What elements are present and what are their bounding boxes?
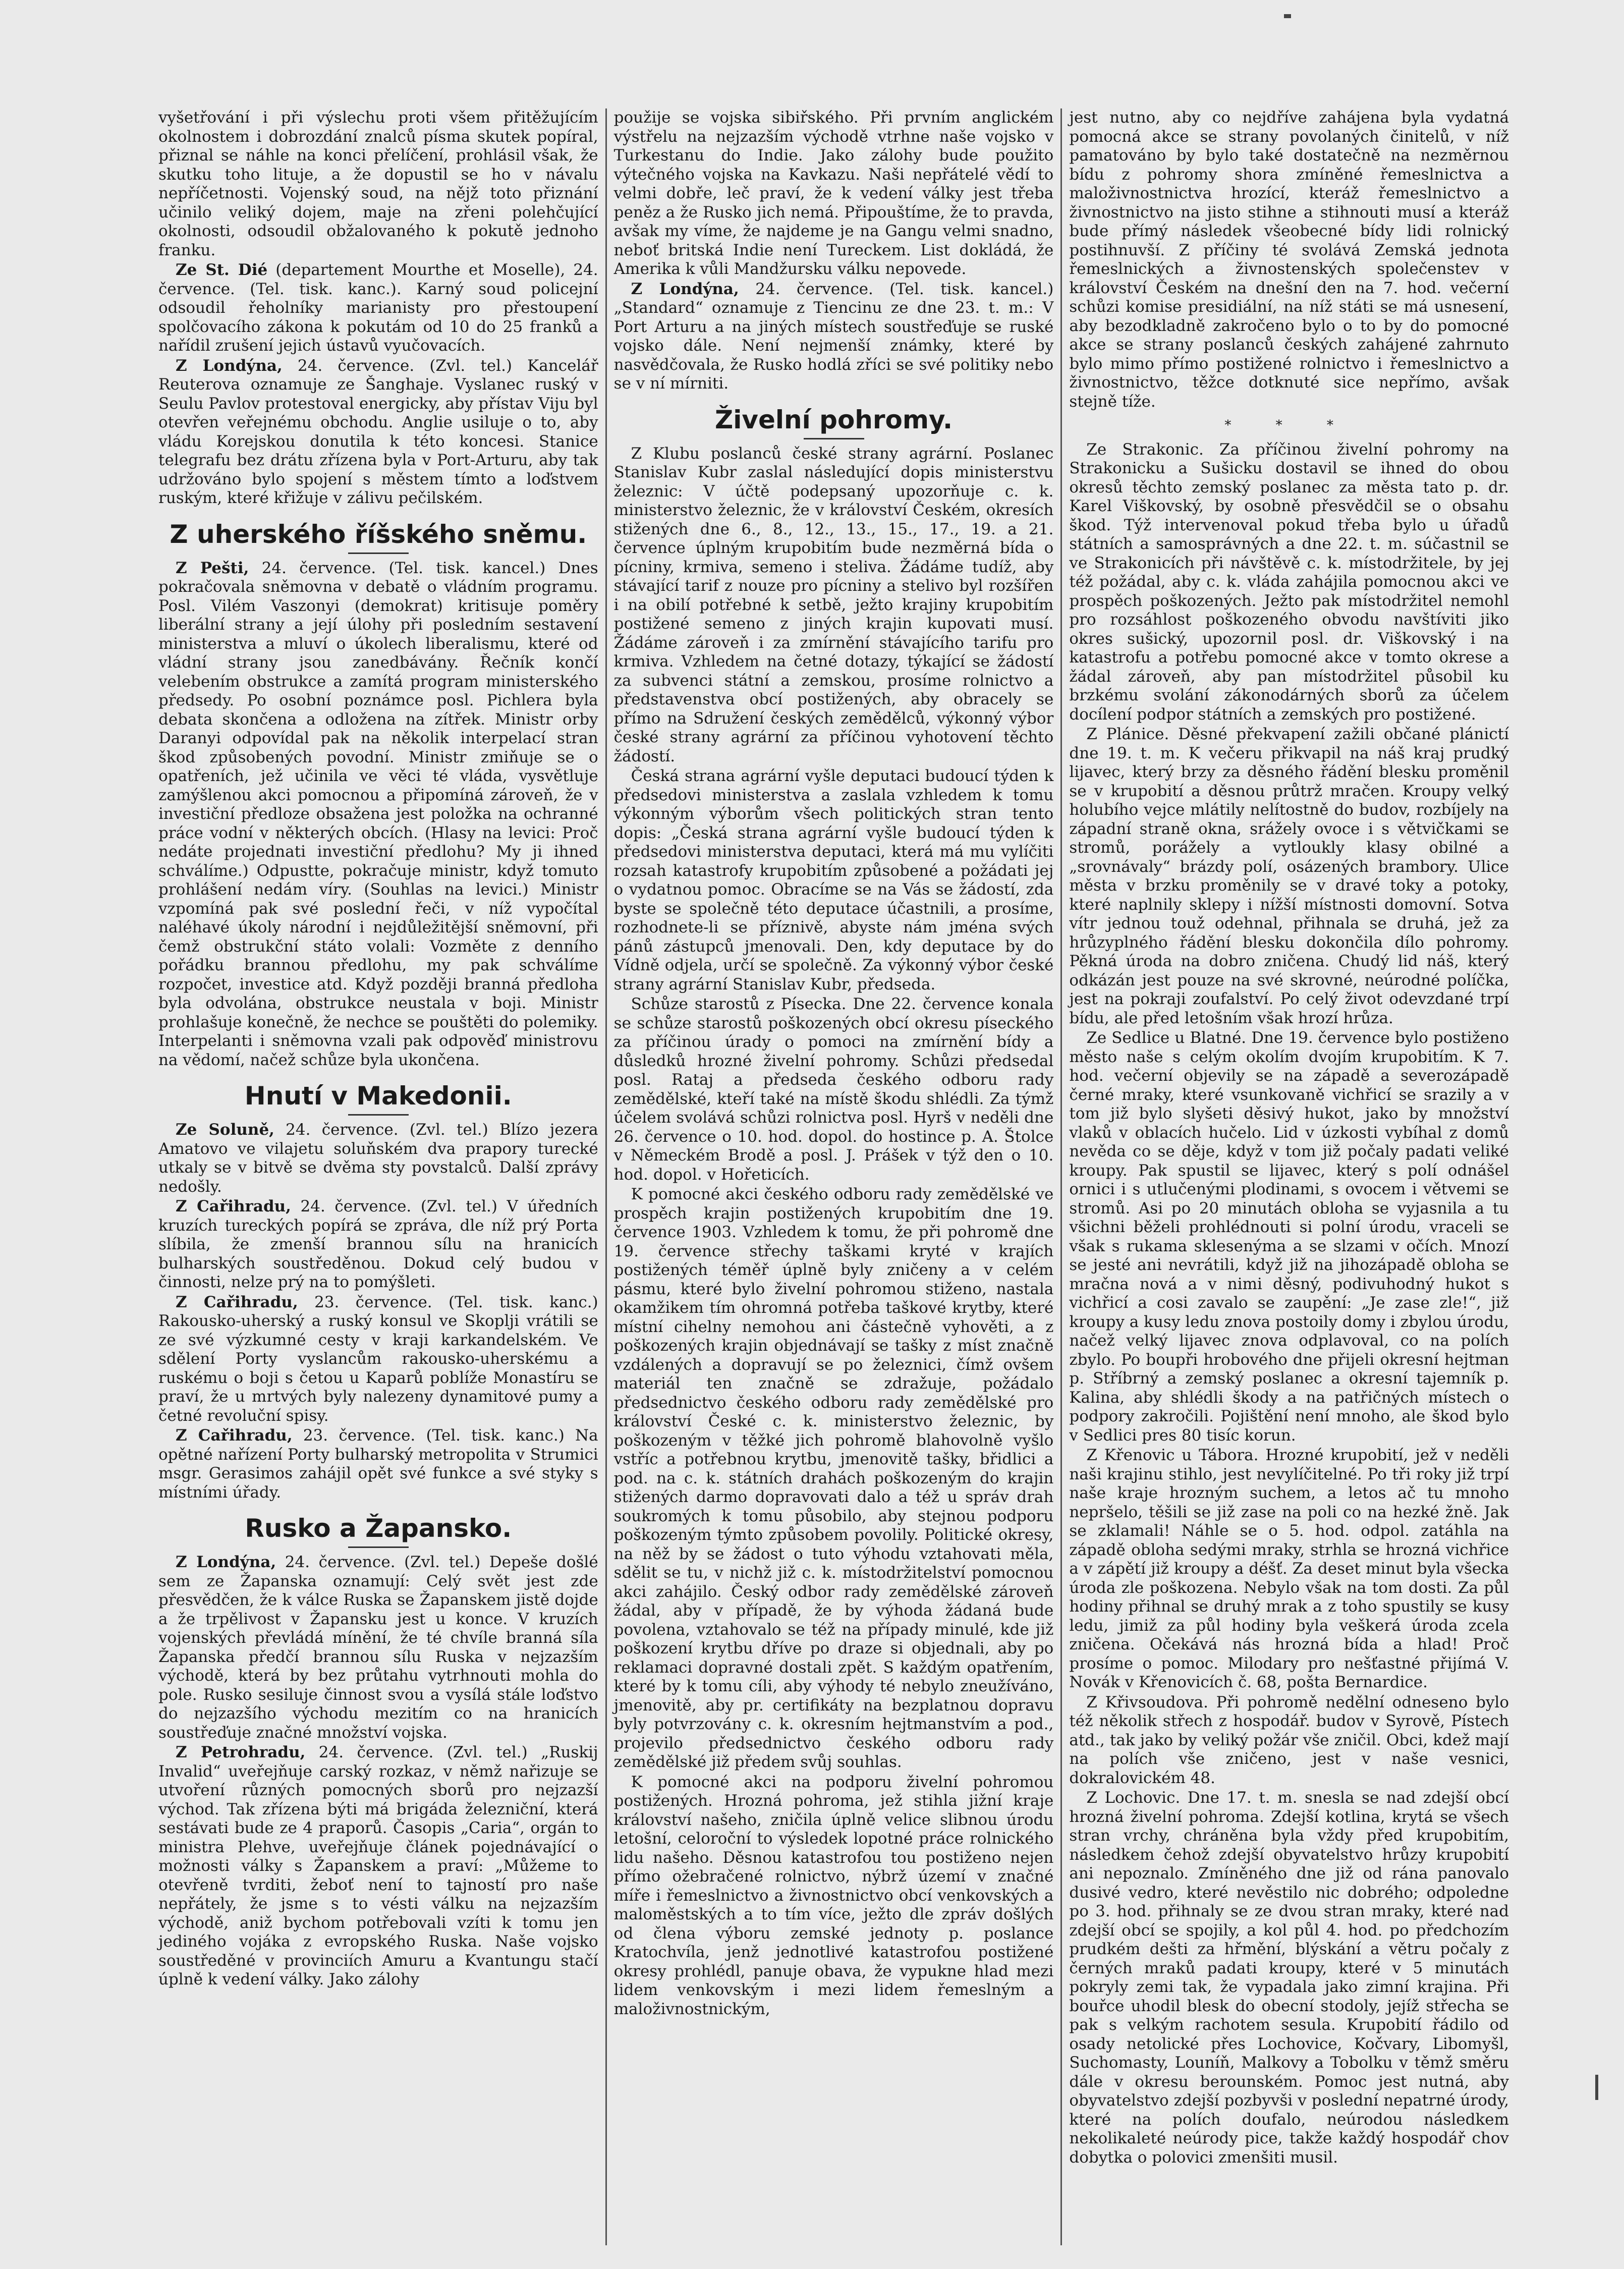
dateline: Z Cařihradu, bbox=[176, 1293, 298, 1311]
dateline: Ze St. Dié bbox=[176, 261, 268, 279]
paragraph-text: Ze Strakonic. Za příčinou živelní pohromy na Strakonicku a Sušicku dostavil se ihned do obou okresů těchto zemský poslanec za města tato p. dr. Karel Viškovský, by osobně přesvědčil se o obsahu škod. Týž intervenoval pokud třeba bylo u úřadů státních a samosprávných a dne 22. t. m. súčastnil se ve Strakonicích při návštěvě c. k. místodržitele, by jej též požádal, aby c. k. vláda zahájila pomocnou akci ve prospěch poškozených. Ježto pak místodržitel nemohl pro rozsáhlost poškozeného obvodu navštíviti jiko okres sušický, upozornil posl. dr. Viškovský i na katastrofu a potřebu pomocné akce v tomto okrese a žádal zároveň, aby pan místodržitel působil ku brzkému svolání zákonodárných sborů za účelem docílení podpor státních a zemských pro postižené. bbox=[1069, 440, 1509, 724]
newspaper-page bbox=[151, 108, 1516, 2245]
article-paragraph bbox=[158, 357, 598, 508]
article-paragraph bbox=[158, 1293, 598, 1426]
scan-speck bbox=[1284, 14, 1291, 18]
paragraph-text: 24. července. (Zvl. tel.) „Ruskij Invalid“ uveřejňuje carský rozkaz, v němž nařizuje se utvoření různých pomocných sborů pro nejzazší východ. Tak zřízena býti má brigáda železniční, která sestávati bude ze 4 praporů. Časopis „Caria“, orgán to ministra Plehve, uveřejňuje článek pojednávající o možnosti války s Žapanskem a praví: „Můžeme to otevřeně tvrditi, žeboť není to tajností pro naše nepřátely, že jsme s to vésti válku na nejzazším východě, aniž bychom potřebovali vzíti k tomu jen jediného vojáka z evropského Ruska. Naše vojsko soustředěné v provinciích Amuru a Kvantungu stačí úplně k vedení války. Jako zálohy bbox=[158, 1743, 598, 1988]
article-paragraph bbox=[614, 767, 1054, 994]
dateline: Z Cařihradu, bbox=[176, 1426, 293, 1445]
paragraph-text: Z Křenovic u Tábora. Hrozné krupobití, jež v neděli naši krajinu stihlo, jest nevylíčitelné. Po tři roky již trpí naše kraje hrozným suchem, a letos ač tu mnoho nepršelo, těšili se již zase na poli co na hezké žně. Jak se zklamali! Náhle se o 5. hod. odpol. zatáhla na západě obloha sedými mraky, strhla se hrozná vichřice a v zápětí již kroupy a déšť. Za deset minut byla všecka úroda zle poškozena. Nebylo však na tom dosti. Za půl hodiny přihnal se druhý mrak a z toho spustily se kusy ledu, jimiž za půl hodiny byla veškerá úroda zcela zničena. Očekává nás hrozná bída a hlad! Proč prosíme o pomoc. Milodary pro nešťastné přijímá V. Novák v Křenovicích č. 68, pošta Bernardice. bbox=[1069, 1446, 1509, 1691]
article-paragraph bbox=[1069, 1789, 1509, 2167]
article-paragraph bbox=[614, 1773, 1054, 2019]
dateline: Ze Soluně, bbox=[176, 1121, 274, 1139]
column-middle bbox=[605, 108, 1061, 2245]
article-paragraph bbox=[1069, 108, 1509, 411]
article-paragraph bbox=[1069, 1446, 1509, 1692]
paragraph-text: K pomocné akci na podporu živelní pohromou postižených. Hrozná pohroma, jež stihla jižní kraje království našeho, zničila úplně velice slibnou úrodu letošní, celoroční to výsledek lopotné práce rolnického lidu našeho. Děsnou katastrofou tou postiženo nejen přímo ožebračené rolnictvo, nýbrž území v značné míře i řemeslnictvo a živnostnictvo obcí venkovských a maloměstských a to tím více, ježto dle zpráv došlých od člena výboru zemské jednoty p. poslance Kratochvíla, jenž jednotlivé katastrofou postižené okresy prohlédl, panuje obava, že vypukne hlad mezi lidem venkovským i mezi lidem řemeslným a maloživnostnickým, bbox=[613, 1773, 1054, 2018]
article-paragraph bbox=[1069, 725, 1509, 1028]
column-right bbox=[1060, 108, 1516, 2245]
dateline: Z Londýna, bbox=[176, 1553, 276, 1571]
article-paragraph bbox=[614, 280, 1054, 394]
heading-rule bbox=[348, 1546, 409, 1548]
dateline: Z Londýna, bbox=[176, 356, 283, 375]
paragraph-text: použije se vojska sibiřského. Při prvním anglickém výstřelu na nejzazším východě vtrhne naše vojsko v Turkestanu do Indie. Jako zálohy bude použito výtečného vojska na Kavkazu. Naši nepřátelé vědí to velmi dobře, leč praví, že k vedení války jest třeba peněz a že Rusko jich nemá. Připouštíme, že to pravda, avšak my víme, že najdeme je na Gangu velmi snadno, neboť britská Indie není Tureckem. List dokládá, že Amerika k vůli Mandžursku válku nepovede. bbox=[613, 108, 1054, 278]
paragraph-text: (departement Mourthe et Moselle), 24. července. (Tel. tisk. kanc.). Karný soud policejní odsoudil řeholníky marianisty pro přestoupení spolčovacího zákona k pokutám od 10 do 25 franků a nařídil zrušení jejich ústavů vyučovacích. bbox=[158, 261, 598, 355]
paragraph-text: 23. července. (Tel. tisk. kanc.) Na opětné nařízení Porty bulharský metropolita v Strumici msgr. Gerasimos zahájil opět své funkce a své styky s místními úřady. bbox=[158, 1426, 598, 1502]
article-paragraph bbox=[1069, 1029, 1509, 1445]
heading-rule bbox=[804, 438, 864, 439]
paragraph-text: Česká strana agrární vyšle deputaci budoucí týden k předsedovi ministerstva a zaslala vzhledem k tomu výkonným výborům všech politických stran tento dopis: „Česká strana agrární vyšle budoucí týden k předsedovi ministerstva deputaci, která má mu vylíčiti rozsah katastrofy krupobitím způsobené a požádati jej o vydatnou pomoc. Obracíme se na Vás se žádostí, zda byste se společně této deputace účastnili, a prosíme, rozhodnete-li se příznivě, abyste nám jména svých pánů zástupců jmenovali. Den, kdy deputace by do Vídně odjela, určí se společně. Za výkonný výbor české strany agrární Stanislav Kubr, předseda. bbox=[613, 767, 1054, 993]
heading-rule bbox=[348, 1114, 409, 1116]
section-heading: Hnutí v Makedonii. bbox=[244, 1081, 512, 1111]
article-paragraph bbox=[158, 261, 598, 356]
column-left bbox=[151, 108, 605, 2245]
paragraph-text: 24. července. (Tel. tisk. kancel.) „Standard“ oznamuje z Tiencinu ze dne 23. t. m.: V Port Arturu a na jiných místech soustřeďuje se ruské vojsko dále. Není nejmenší známky, které by nasvědčovala, že Rusko hodlá zříci se své politiky nebo se v ní mírniti. bbox=[613, 280, 1054, 393]
section-heading: Rusko a Žapansko. bbox=[245, 1514, 512, 1543]
article-paragraph bbox=[158, 1553, 598, 1742]
article-paragraph bbox=[614, 995, 1054, 1184]
dateline: Z Cařihradu, bbox=[176, 1197, 291, 1215]
paragraph-text: 23. července. (Tel. tisk. kanc.) Rakousko-uherský a ruský konsul ve Skoplji vrátili se ze své výzkumné cesty v kraji karkandelském. Ve sdělení Porty vyslancům rakousko-uherskému a ruskému o boji s četou u Kaparů poblíže Monastíru se praví, že u mrtvých byly nalezeny dynamitové pumy a četné revoluční spisy. bbox=[158, 1293, 598, 1425]
paragraph-text: Z Křivsoudova. Při pohromě nedělní odneseno bylo též několik střech z hospodář. budov v Syrově, Pístech atd., tak jako by veliký požár vše zničil. Obci, kdež mají na polích vše zničeno, jest v naše vesnici, dokralovickém 48. bbox=[1069, 1693, 1509, 1787]
scan-speck bbox=[1595, 2075, 1598, 2100]
paragraph-text: Ze Sedlice u Blatné. Dne 19. července bylo postiženo město naše s celým okolím dvojím krupobitím. K 7. hod. večerní objevily se na západě a severozápadě černé mraky, které vsunkovaně vichřicí se srazily a v tom již bylo slyšeti děsivý hukot, jako by množství vlaků v oblacích hučelo. Lid v úzkosti vybíhal z domů nevěda co se děje, když v tom již počaly padati veliké kroupy. Pak spustil se lijavec, který s polí odnášel ornici i s utlučenými plodinami, s ovocem i větvemi se stromů. Asi po 20 minutách obloha se vyjasnila a tu všichni běželi prohlédnouti si polní úrodu, vraceli se však s rukama sklesenýma a se slzami v očích. Mnozí se jesté ani nevrátili, když již na jihozápadě obloha se mračna nová a v nimi děsný, podivuhodný hukot s vichřicí a cosi zavalo se zaupění: „Je zase zle!“, již kroupy a kusy ledu znova postoily domy i zbylou úrodu, načež velký lijavec znova odplavoval, co na polích zbylo. Po boupři hrobového dne přijeli okresní hejtman p. Stříbrný a zemský poslanec a okresní tajemník p. Kalina, aby shlédli škody a na patřičných místech o podpory zakročili. Pojištění není mnoho, ale škod bylo v Sedlici pres 80 tisíc korun. bbox=[1069, 1029, 1509, 1445]
dateline: Z Pešti, bbox=[176, 559, 249, 577]
article-paragraph bbox=[158, 559, 598, 1070]
article-paragraph bbox=[158, 1121, 598, 1196]
article-paragraph bbox=[614, 1185, 1054, 1772]
heading-rule bbox=[348, 552, 409, 554]
section-heading: Živelní pohromy. bbox=[714, 405, 953, 434]
paragraph-text: Z Klubu poslanců české strany agrární. Poslanec Stanislav Kubr zaslal následující dopis ministerstvu železnic: V účtě podepsaný upozorňuje c. k. ministerstvo železnic, že v království Českém, okresích stižených dne 6., 8., 12., 13., 15., 17., 19. a 21. července úplným krupobitím bude nezměrná bída o pícniny, krmiva, semeno i steliva. Žádáme tudíž, aby stávající tarif z nouze pro pícniny a stelivo byl rozšířen i na obilí potřebné k setbě, ježto krajiny krupobitím postižené semeno z jiných krajin kupovati musí. Žádáme zároveň i za zmírnění stávajícího tarifu pro krmiva. Vzhledem na četné dotazy, týkající se žádostí za subvenci státní a zemskou, prosíme rolnictvo a představenstva obcí postižených, aby obracely se přímo na Sdružení českých zemědělců, výkonný výbor české strany agrární za příčinou vyhotovení těchto žádostí. bbox=[613, 444, 1054, 765]
paragraph-text: vyšetřování i při výslechu proti všem přitěžujícím okolnostem i dobrozdání znalců písma skutek popíral, přiznal se náhle na konci přelíčení, prohlásil však, že skutku toho lituje, a že dopustil se ho v návalu nepříčetnosti. Vojenský soud, na nějž toto přiznání učinilo veliký dojem, maje na zřeni polehčující okolnosti, odsoudil obžalovaného k pokutě jednoho franku. bbox=[158, 108, 598, 259]
article-paragraph bbox=[1069, 1693, 1509, 1788]
paragraph-text: Schůze starostů z Písecka. Dne 22. července konala se schůze starostů poškozených obcí okresu píseckého za příčinou úrady o pomoci na zmírnění bídy a důsledků hrozné živelní pohromy. Schůzi předsedal posl. Rataj a předseda českého odboru rady zemědělské, kteří také na místě škodu shlédli. Za týmž účelem svolává schůzi rolnictva posl. Hyrš v neděli dne 26. července o 10. hod. dopol. do hostince p. A. Štolce v Německém Brodě a posl. J. Prášek v týž den o 10. hod. dopol. v Hořeticích. bbox=[613, 995, 1054, 1184]
section-separator: * * * bbox=[1224, 418, 1354, 433]
dateline: Z Londýna, bbox=[631, 280, 739, 298]
paragraph-text: K pomocné akci českého odboru rady zemědělské ve prospěch krajin postižených krupobitím dne 19. července 1903. Vzhledem k tomu, že při pohromě dne 19. července střechy taškami kryté v krajích postižených téměř úplně byly zničeny a v celém pásmu, které bylo živelní pohromou stiženo, nastala okamžikem tím ohromná potřeba taškové krytby, které místní cihelny nemohou ani částečně vyhověti, a z poškozených krajin objednávají se tašky z míst značně vzdálených a dopravují se po železnici, čímž ovšem materiál ten značně se zdražuje, požádalo předsednictvo českého odboru rady zemědělské pro království České c. k. ministerstvo železnic, by poškozeným v těžké jich pohromě blahovolně vyšlo vstříc a potřebnou krytbu, jmenovitě tašky, břidlici a pod. na c. k. státních drahách poškozeným do krajin stižených darmo dopravovati dalo a též u správ drah soukromých k tomu působilo, aby stejnou podporu poškozeným týmto způsobem povolily. Politické okresy, na něž by se žádost o tuto výhodu vztahovati měla, sdělit se tu, v nichž již c. k. místodržitelství pomocnou akci zahájilo. Český odbor rady zemědělské zároveň žádal, aby v případě, že by výhoda žádaná bude povolena, vztahovalo se též na případy minulé, kde již poškození krytbu dříve po draze si objednali, aby po reklamaci dopravné dostali zpět. S každým opatřením, které by k tomu cíli, aby výhody té nebylo zneužíváno, jmenovitě, aby pr. certifikáty na bezplatnou dopravu byly potvrzovány c. k. okresním hejtmanstvím a pod., projevilo předsednictvo českého odboru rady zemědělské již předem svůj souhlas. bbox=[613, 1185, 1054, 1771]
article-paragraph bbox=[614, 445, 1054, 766]
paragraph-text: 24. července. (Tel. tisk. kancel.) Dnes pokračovala sněmovna v debatě o vládním programu. Posl. Vilém Vaszonyi (demokrat) kritisuje poměry liberální strany a její úlohy při posledním sestavení ministerstva a mluví o úkolech liberalismu, které od vládní strany jsou zanedbávány. Řečník končí velebením obstrukce a zamítá program ministerského předsedy. Po osobní poznámce posl. Pichlera byla debata skončena a odložena na zítřek. Ministr orby Daranyi odpovídal pak na několik interpelací stran škod způsobených povodní. Ministr zmiňuje se o opatřeních, jež učinila ve věci té vláda, vysvětluje zamýšlenou akci pomocnou a připomíná zároveň, že v investiční předloze obsažena jest položka na ochranné práce vodní v některých obcích. (Hlasy na levici: Proč nedáte projednati investiční předlohu? My ji ihned schválíme.) Odpustte, pokračuje ministr, když tomuto prohlášení nedám víry. (Souhlas na levici.) Ministr vzpomíná pak své poslední řeči, v níž vypočítal naléhavé úkoly národní i nejdůležitější sněmovní, při čemž obstrukční státo volali: Vozměte z denního pořádku brannou předlohu, my pak schválíme rozpočet, investice atd. Když později branná předloha byla odvolána, obstrukce neustala v boji. Ministr prohlašuje konečně, že nechce se pouštěti do polemiky. Interpelanti i sněmovna vzali pak odpověď ministrovu na vědomí, načež schůze byla ukončena. bbox=[158, 559, 598, 1069]
dateline: Z Petrohradu, bbox=[176, 1743, 306, 1761]
paragraph-text: 24. července. (Zvl. tel.) Kancelář Reuterova oznamuje ze Šanghaje. Vyslanec ruský v Seulu Pavlov protestoval energicky, aby přístav Viju byl otevřen veřejnému obchodu. Anglie usiluje o to, aby vládu Korejskou donutila k této koncesi. Stanice telegrafu bez drátu zřízena byla v Port-Arturu, aby tak udržováno bylo spojení s městem tímto a loďstvem ruským, které křižuje v zálivu pečilském. bbox=[158, 356, 598, 507]
paragraph-text: Z Plánice. Děsné překvapení zažili občané plánictí dne 19. t. m. K večeru přikvapil na náš kraj prudký lijavec, který brzy za děsného řádění blesku proměnil se v krupobití a děsnou průtrž mračen. Kroupy velký holubího vejce mlátily nelítostně do budov, rozbíjely na západní straně okna, srážely ovoce i s větvičkami se stromů, porážely a vytloukly klasy obilné a „srovnávaly“ brázdy polí, osázených brambory. Ulice města v brzku proměnily se v dravé toky a potoky, které naplnily sklepy i nížší místnosti domovní. Sotva vítr jednou touž odehnal, přihnala se druhá, jež za hrůzyplného řádění blesku dokončila dílo pohromy. Pěkná úroda na dobro zničena. Chudý lid náš, který odkázán jest pouze na své skrovné, neúrodné políčka, jest na pokraji zoufalství. Po celý život odevzdané trpí bídu, ale před letošním však hrozí hrůza. bbox=[1069, 725, 1509, 1027]
article-paragraph bbox=[158, 1197, 598, 1292]
paragraph-text: jest nutno, aby co nejdříve zahájena byla vydatná pomocná akce se strany povolaných činitelů, v níž pamatováno by bylo také dostatečně na nezměrnou bídu z pohromy shora zmíněné řemeslnictva a maloživnostnictva hrozící, kteráž řemeslnictvo a živnostnictvo na jisto stihne a stihnouti musí a kteráž bude přímý následek všeobecné bídy lidi rolnický postihnuvší. Z příčiny té svolává Zemská jednota řemeslnických a živnostenských společenstev v království Českém na dnešní den na 7. hod. večerní schůzi komise presidiální, na níž státi se má usnesení, aby bezodkladně zakročeno bylo o to by do pomocné akce se strany poslanců českých zahájené zahrnuto bylo mimo přímo postižené rolnictvo i řemeslnictvo a živnostnictvo, těžce dotknuté sice nepřímo, avšak stejně tíže. bbox=[1069, 108, 1509, 411]
article-paragraph bbox=[158, 1426, 598, 1502]
article-paragraph bbox=[158, 1743, 598, 1989]
article-paragraph bbox=[1069, 440, 1509, 725]
paragraph-text: Z Lochovic. Dne 17. t. m. snesla se nad zdejší obcí hrozná živelní pohroma. Zdejší kotlina, krytá se všech stran vrchy, chráněna byla vždy před krupobitím, následkem čehož zdejší obyvatelstvo hrůzy krupobití ani nepoznalo. Zmíněného dne již od rána panovalo dusivé vedro, které nevěstilo nic dobrého; odpoledne po 3. hod. přihnaly se ze dvou stran mraky, které nad zdejší obcí se spojily, a kol půl 4. hod. po předchozím prudkém dešti za hřmění, blýskání a větru počaly z černých mraků padati kroupy, které v 5 minutách pokryly zemi tak, že vypadala jako zimní krajina. Při bouřce uhodil blesk do obecní stodoly, jejíž střecha se pak s velkým rachotem sesula. Krupobití řádilo od osady netolické přes Lochovice, Kočvary, Libomyšl, Suchomasty, Louníň, Malkovy a Tobolku v těmž směru dále v okresu berounském. Pomoc jest nutná, aby obyvatelstvo zdejší pozbyvši v poslední nepatrné úrody, které na polích doufalo, neúrodou následkem nekolikaleté neúrody pice, takže každý hospodář chov dobytka o polovici zmenšiti musil. bbox=[1069, 1789, 1509, 2167]
paragraph-text: 24. července. (Zvl. tel.) Depeše došlé sem ze Žapanska oznamují: Celý svět jest zde přesvědčen, že k válce Ruska se Žapanskem jistě dojde a že trpělivost v Žapansku jest u konce. V kruzích vojenských převládá mínění, že té chvíle branná síla Žapanska předčí brannou sílu Ruska v nejzazším východě, která by bez průtahu vytrhnouti mohla do pole. Rusko sesiluje činnost svou a vysílá stále loďstvo do nejzazšího východu mezitím co na hranicích soustřeďuje značné množství vojska. bbox=[158, 1553, 598, 1742]
section-heading: Z uherského říšského sněmu. bbox=[170, 519, 587, 549]
article-paragraph bbox=[614, 108, 1054, 279]
paragraph-text: 24. července. (Zvl. tel.) V úředních kruzích tureckých popírá se zpráva, dle níž prý Porta slíbila, že zmenší brannou sílu na hranicích bulharských soustředěnou. Dokud celý budou v činnosti, nelze prý na to pomýšleti. bbox=[158, 1197, 598, 1291]
paragraph-text: 24. července. (Zvl. tel.) Blízo jezera Amatovo ve vilajetu soluňském dva prapory turecké utkaly se v bitvě se dvěma sty povstalců. Další zprávy nedošly. bbox=[158, 1121, 598, 1196]
article-paragraph bbox=[158, 108, 598, 260]
